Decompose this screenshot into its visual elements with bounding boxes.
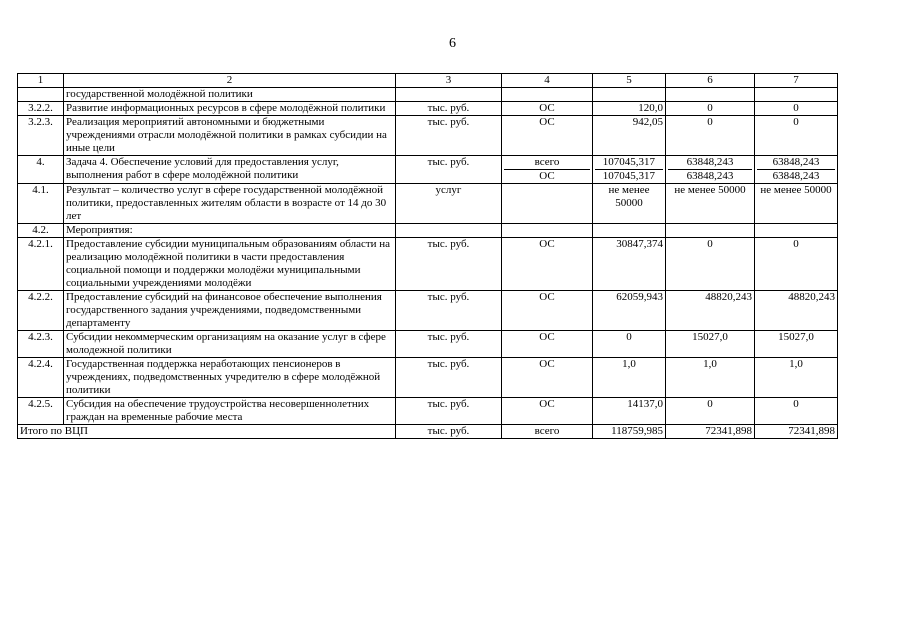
table-row (18, 102, 838, 116)
row-value-7: 15027,0 (755, 331, 838, 358)
row-source: ОС (502, 116, 593, 156)
table-row (18, 331, 838, 358)
row-number: 4. (18, 156, 64, 184)
row-number: 4.2.3. (18, 331, 64, 358)
row-name: Субсидия на обеспечение трудоустройства несовершеннолетних граждан на временные рабочие места (64, 398, 396, 425)
row-source (502, 184, 593, 224)
row-unit: тыс. руб. (396, 398, 502, 425)
row-value-5 (593, 88, 666, 102)
row-name: Предоставление субсидий на финансовое обеспечение выполнения государственного задания учреждениями, подведомственными департаменту (64, 291, 396, 331)
row-source: ОС (502, 291, 593, 331)
row-value-6: 0 (666, 238, 755, 291)
row-value-6: 0 (666, 398, 755, 425)
table-row (18, 184, 838, 224)
row-value-7: 0 (755, 398, 838, 425)
row-value-7: не менее 50000 (755, 184, 838, 224)
header-col-3: 3 (396, 74, 502, 88)
table-row (18, 398, 838, 425)
row-name: Реализация мероприятий автономными и бюджетными учреждениями отрасли молодёжной политики в рамках субсидии на иные цели (64, 116, 396, 156)
row-value-5: 942,05 (593, 116, 666, 156)
row-value-7 (755, 224, 838, 238)
row-value-6-total: 63848,243 (686, 156, 734, 168)
row-value-5: 0 (593, 331, 666, 358)
row-value-7 (755, 88, 838, 102)
row-name: Предоставление субсидии муниципальным образованиям области на реализацию молодёжной политики в части предоставления социальной помощи и поддержки молодёжи муниципальными социальными учреждениями молодёжи (64, 238, 396, 291)
table-row (18, 156, 838, 184)
row-unit (396, 88, 502, 102)
row-value-7-total: 63848,243 (772, 156, 820, 168)
row-value-7: 0 (755, 116, 838, 156)
table-row (18, 238, 838, 291)
row-value-5 (593, 224, 666, 238)
row-value-6-os: 63848,243 (668, 169, 752, 183)
row-unit: услуг (396, 184, 502, 224)
row-value-6: 0 (666, 116, 755, 156)
row-unit: тыс. руб. (396, 331, 502, 358)
row-value-5-total: 107045,317 (602, 156, 655, 168)
row-value-5: 30847,374 (593, 238, 666, 291)
row-value-6 (666, 88, 755, 102)
row-unit: тыс. руб. (396, 116, 502, 156)
table-row (18, 224, 838, 238)
row-name: Развитие информационных ресурсов в сфере молодёжной политики (64, 102, 396, 116)
table-row (18, 291, 838, 331)
row-source (502, 224, 593, 238)
row-source: ОС (502, 331, 593, 358)
row-value-6: 1,0 (666, 358, 755, 398)
header-row (18, 74, 838, 88)
row-number: 4.2.4. (18, 358, 64, 398)
total-value-7: 72341,898 (755, 425, 838, 439)
row-value-5: 1,0 (593, 358, 666, 398)
row-source-total: всего (534, 156, 560, 168)
page-number: 6 (449, 36, 456, 51)
row-value-6 (666, 224, 755, 238)
row-value-5: не менее 50000 (593, 184, 666, 224)
row-unit: тыс. руб. (396, 102, 502, 116)
row-value-5-os: 107045,317 (595, 169, 663, 183)
budget-table (17, 73, 838, 439)
row-name: Мероприятия: (64, 224, 396, 238)
row-value-5: 120,0 (593, 102, 666, 116)
row-number: 4.2.1. (18, 238, 64, 291)
row-number (18, 88, 64, 102)
row-unit: тыс. руб. (396, 156, 502, 184)
row-source: ОС (502, 358, 593, 398)
row-number: 4.2. (18, 224, 64, 238)
row-number: 3.2.3. (18, 116, 64, 156)
table-row (18, 88, 838, 102)
row-unit: тыс. руб. (396, 291, 502, 331)
row-unit: тыс. руб. (396, 238, 502, 291)
row-value-5-split (593, 156, 666, 184)
total-value-5: 118759,985 (593, 425, 666, 439)
header-col-5: 5 (593, 74, 666, 88)
row-name: Субсидии некоммерческим организациям на оказание услуг в сфере молодежной политики (64, 331, 396, 358)
total-unit: тыс. руб. (396, 425, 502, 439)
row-name: Задача 4. Обеспечение условий для предоставления услуг, выполнения работ в сфере молодёжной политики (64, 156, 396, 184)
row-number: 3.2.2. (18, 102, 64, 116)
header-col-7: 7 (755, 74, 838, 88)
total-value-6: 72341,898 (666, 425, 755, 439)
row-name: Результат – количество услуг в сфере государственной молодёжной политики, предоставленных жителям области в возрасте от 14 до 30 лет (64, 184, 396, 224)
header-col-2: 2 (64, 74, 396, 88)
row-unit: тыс. руб. (396, 358, 502, 398)
header-col-4: 4 (502, 74, 593, 88)
row-source-split (502, 156, 593, 184)
total-row (18, 425, 838, 439)
row-value-7-split (755, 156, 838, 184)
row-number: 4.2.5. (18, 398, 64, 425)
row-name: государственной молодёжной политики (64, 88, 396, 102)
row-number: 4.2.2. (18, 291, 64, 331)
header-col-1: 1 (18, 74, 64, 88)
total-source: всего (502, 425, 593, 439)
table-row (18, 116, 838, 156)
row-source (502, 88, 593, 102)
row-value-6: 15027,0 (666, 331, 755, 358)
row-source: ОС (502, 398, 593, 425)
row-value-6-split (666, 156, 755, 184)
total-label: Итого по ВЦП (18, 425, 396, 439)
row-number: 4.1. (18, 184, 64, 224)
row-unit (396, 224, 502, 238)
row-source: ОС (502, 238, 593, 291)
row-value-7: 48820,243 (755, 291, 838, 331)
header-col-6: 6 (666, 74, 755, 88)
row-source: ОС (502, 102, 593, 116)
row-source-os: ОС (504, 169, 590, 183)
row-value-7: 0 (755, 102, 838, 116)
row-name: Государственная поддержка неработающих пенсионеров в учреждениях, подведомственных учредителю в сфере молодёжной политики (64, 358, 396, 398)
row-value-6: 48820,243 (666, 291, 755, 331)
row-value-7-os: 63848,243 (757, 169, 835, 183)
row-value-6: не менее 50000 (666, 184, 755, 224)
row-value-5: 14137,0 (593, 398, 666, 425)
row-value-5: 62059,943 (593, 291, 666, 331)
row-value-6: 0 (666, 102, 755, 116)
table-row (18, 358, 838, 398)
row-value-7: 1,0 (755, 358, 838, 398)
row-value-7: 0 (755, 238, 838, 291)
